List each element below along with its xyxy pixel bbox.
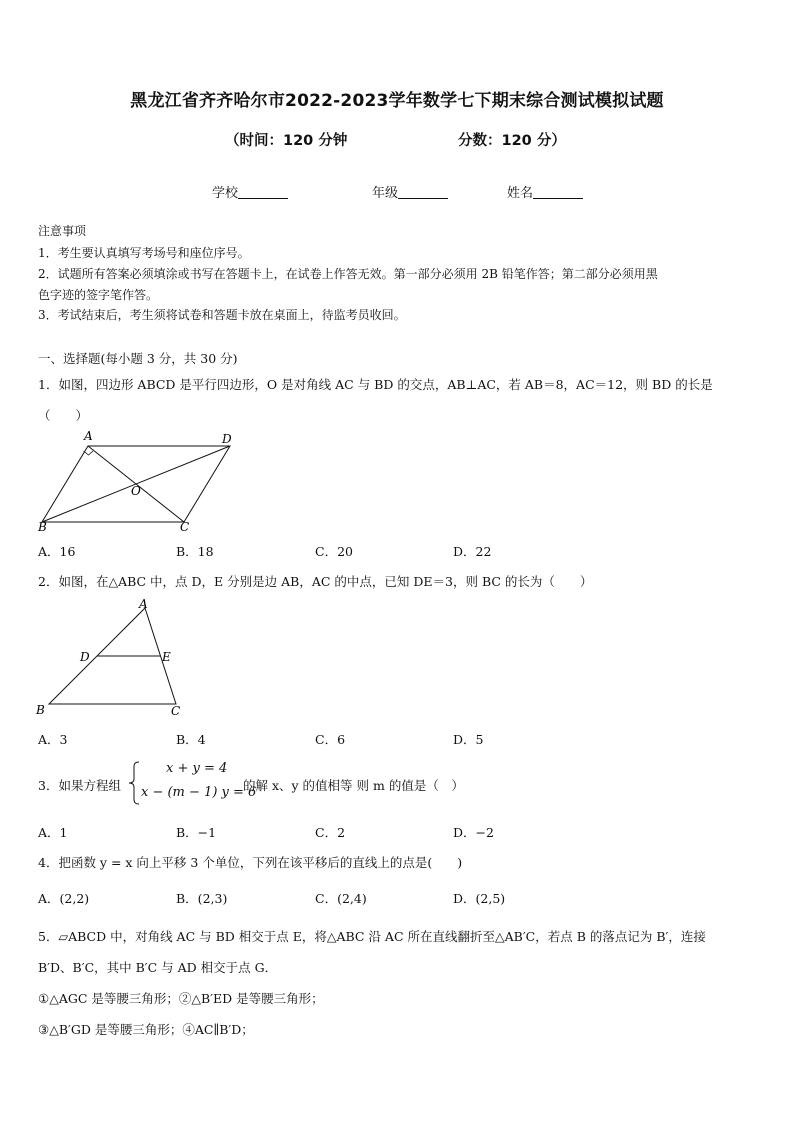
brace-icon bbox=[126, 760, 142, 806]
exam-time: （时间：120 分钟 bbox=[225, 133, 348, 149]
notice-item: 2．试题所有答案必须填涂或书写在答题卡上，在试卷上作答无效。第一部分必须用 2B 铅笔作答；第二部分必须用黑 bbox=[38, 267, 658, 281]
label-b: B bbox=[36, 703, 45, 717]
q1-option-c[interactable]: C．20 bbox=[315, 544, 353, 559]
notice-item: 色字迹的签字笔作答。 bbox=[38, 288, 159, 302]
label-b: B bbox=[38, 520, 47, 534]
school-label: 学校 bbox=[212, 186, 239, 201]
label-o: O bbox=[131, 484, 141, 498]
section-heading: 一、选择题(每小题 3 分，共 30 分) bbox=[38, 351, 238, 366]
notice-item: 3．考试结束后，考生须将试卷和答题卡放在桌面上，待监考员收回。 bbox=[38, 308, 406, 322]
label-c: C bbox=[180, 520, 190, 534]
equation-1: x + y = 4 bbox=[166, 761, 228, 776]
name-field bbox=[507, 182, 583, 201]
grade-field bbox=[372, 182, 448, 201]
q2-option-a[interactable]: A．3 bbox=[38, 732, 68, 747]
page-title: 黑龙江省齐齐哈尔市2022-2023学年数学七下期末综合测试模拟试题 bbox=[130, 91, 664, 111]
label-d: D bbox=[80, 650, 90, 664]
question-5-text: 5．▱ABCD 中，对角线 AC 与 BD 相交于点 E，将△ABC 沿 AC 所在直线翻折至△AB′C，若点 B 的落点记为 B′，连接 bbox=[38, 929, 706, 944]
question-1-text: 1．如图，四边形 ABCD 是平行四边形，O 是对角线 AC 与 BD 的交点，AB⊥AC，若 AB＝8，AC＝12，则 BD 的长是 bbox=[38, 377, 713, 392]
exam-score: 分数：120 分） bbox=[458, 133, 566, 149]
grade-label: 年级 bbox=[372, 186, 399, 201]
question-5-statement-3-4: ③△B′GD 是等腰三角形；④AC∥B′D； bbox=[38, 1022, 254, 1037]
grade-blank[interactable] bbox=[398, 185, 448, 199]
parallelogram-figure bbox=[36, 428, 242, 534]
q1-option-d[interactable]: D．22 bbox=[453, 544, 492, 559]
label-c: C bbox=[171, 704, 181, 718]
q2-option-d[interactable]: D．5 bbox=[453, 732, 484, 747]
label-a: A bbox=[84, 429, 93, 443]
school-blank[interactable] bbox=[238, 185, 288, 199]
question-5-statement-1-2: ①△AGC 是等腰三角形；②△B′ED 是等腰三角形； bbox=[38, 991, 324, 1006]
q3-option-c[interactable]: C．2 bbox=[315, 825, 346, 840]
notice-heading: 注意事项 bbox=[38, 224, 87, 238]
label-d: D bbox=[222, 432, 232, 446]
q2-option-c[interactable]: C．6 bbox=[315, 732, 346, 747]
school-field bbox=[212, 182, 288, 201]
label-e: E bbox=[162, 650, 171, 664]
q1-option-a[interactable]: A．16 bbox=[38, 544, 76, 559]
name-label: 姓名 bbox=[507, 186, 534, 201]
question-3-prefix: 3．如果方程组 bbox=[38, 778, 121, 793]
question-5-text-cont: B′D、B′C，其中 B′C 与 AD 相交于点 G． bbox=[38, 960, 278, 975]
q2-option-b[interactable]: B．4 bbox=[176, 732, 206, 747]
label-a: A bbox=[139, 598, 148, 611]
q3-option-d[interactable]: D．−2 bbox=[453, 825, 494, 840]
q1-option-b[interactable]: B．18 bbox=[176, 544, 214, 559]
question-1-answer-blank: （ ） bbox=[38, 408, 89, 423]
q3-option-b[interactable]: B．−1 bbox=[176, 825, 217, 840]
q4-option-c[interactable]: C．(2,4) bbox=[315, 891, 367, 906]
question-4-text: 4．把函数 y = x 向上平移 3 个单位，下列在该平移后的直线上的点是( ) bbox=[38, 855, 463, 870]
q4-option-b[interactable]: B．(2,3) bbox=[176, 891, 228, 906]
q4-option-d[interactable]: D．(2,5) bbox=[453, 891, 506, 906]
question-2-text: 2．如图，在△ABC 中，点 D，E 分别是边 AB，AC 的中点，已知 DE＝3，则 BC 的长为（ ） bbox=[38, 574, 593, 589]
notice-item: 1．考生要认真填写考场号和座位序号。 bbox=[38, 246, 250, 260]
q3-option-a[interactable]: A．1 bbox=[38, 825, 68, 840]
question-3-suffix: 的解 x、y 的值相等 则 m 的值是（ ） bbox=[243, 778, 464, 793]
name-blank[interactable] bbox=[533, 185, 583, 199]
equation-2: x − (m − 1) y = 6 bbox=[141, 785, 257, 800]
triangle-figure bbox=[34, 598, 194, 720]
q4-option-a[interactable]: A．(2,2) bbox=[38, 891, 90, 906]
